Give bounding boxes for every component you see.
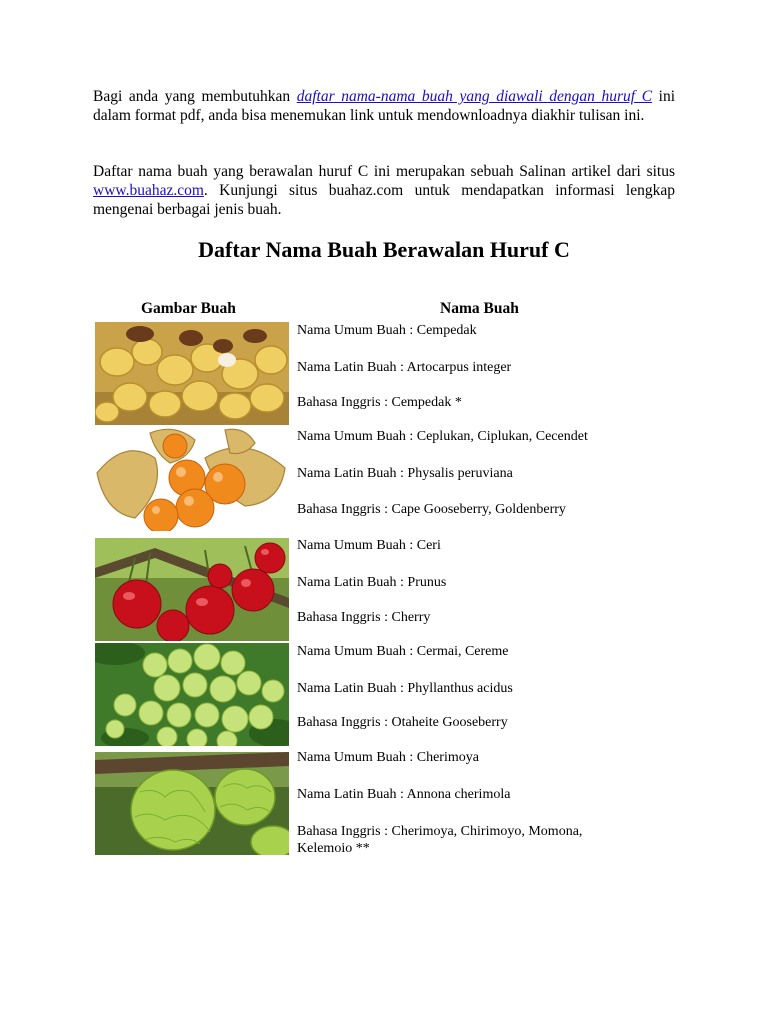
intro-text-before: Bagi anda yang membutuhkan (93, 88, 297, 105)
row-5-latin-name: Nama Latin Buah : Annona cherimola (297, 787, 511, 802)
row-1-latin-name: Nama Latin Buah : Artocarpus integer (297, 360, 512, 375)
row-3-common-name: Nama Umum Buah : Ceri (297, 538, 441, 553)
ceri-photo (95, 538, 289, 641)
ceplukan-photo (95, 428, 289, 531)
buahaz-link[interactable]: www.buahaz.com (93, 182, 204, 199)
pdf-list-link[interactable]: daftar nama-nama buah yang diawali dengan huruf C (296, 88, 653, 105)
row-4-latin-name: Nama Latin Buah : Phyllanthus acidus (297, 681, 513, 696)
row-4-english-name: Bahasa Inggris : Otaheite Gooseberry (297, 715, 508, 730)
cherimoya-photo (95, 752, 289, 855)
row-5-english-name: Bahasa Inggris : Cherimoya, Chirimoyo, Momona, Kelemoio ** (297, 824, 583, 856)
row-3-english-name: Bahasa Inggris : Cherry (297, 610, 431, 625)
row-2-latin-name: Nama Latin Buah : Physalis peruviana (297, 466, 513, 481)
intro-paragraph-1 (93, 87, 675, 125)
row-1-english-name: Bahasa Inggris : Cempedak * (297, 395, 462, 410)
row-2-common-name: Nama Umum Buah : Ceplukan, Ciplukan, Cecendet (297, 429, 588, 444)
row-1-common-name: Nama Umum Buah : Cempedak (297, 323, 477, 338)
page-title: Daftar Nama Buah Berawalan Huruf C (198, 237, 570, 262)
cermai-photo (95, 643, 289, 746)
source-text-after: . Kunjungi situs buahaz.com untuk mendapatkan informasi lengkap mengenai berbagai jenis buah. (93, 182, 675, 218)
column-header-image: Gambar Buah (141, 300, 236, 317)
row-2-english-name: Bahasa Inggris : Cape Gooseberry, Goldenberry (297, 502, 566, 517)
row-5-common-name: Nama Umum Buah : Cherimoya (297, 750, 479, 765)
source-text-before: Daftar nama buah yang berawalan huruf C ini merupakan sebuah Salinan artikel dari situs (93, 163, 675, 180)
intro-text-after: ini dalam format pdf, anda bisa menemukan link untuk mendownloadnya diakhir tulisan ini. (93, 88, 676, 124)
intro-paragraph-2 (93, 162, 675, 219)
column-header-name: Nama Buah (440, 300, 519, 317)
cempedak-photo (95, 322, 289, 425)
row-4-common-name: Nama Umum Buah : Cermai, Cereme (297, 644, 509, 659)
row-3-latin-name: Nama Latin Buah : Prunus (297, 575, 447, 590)
